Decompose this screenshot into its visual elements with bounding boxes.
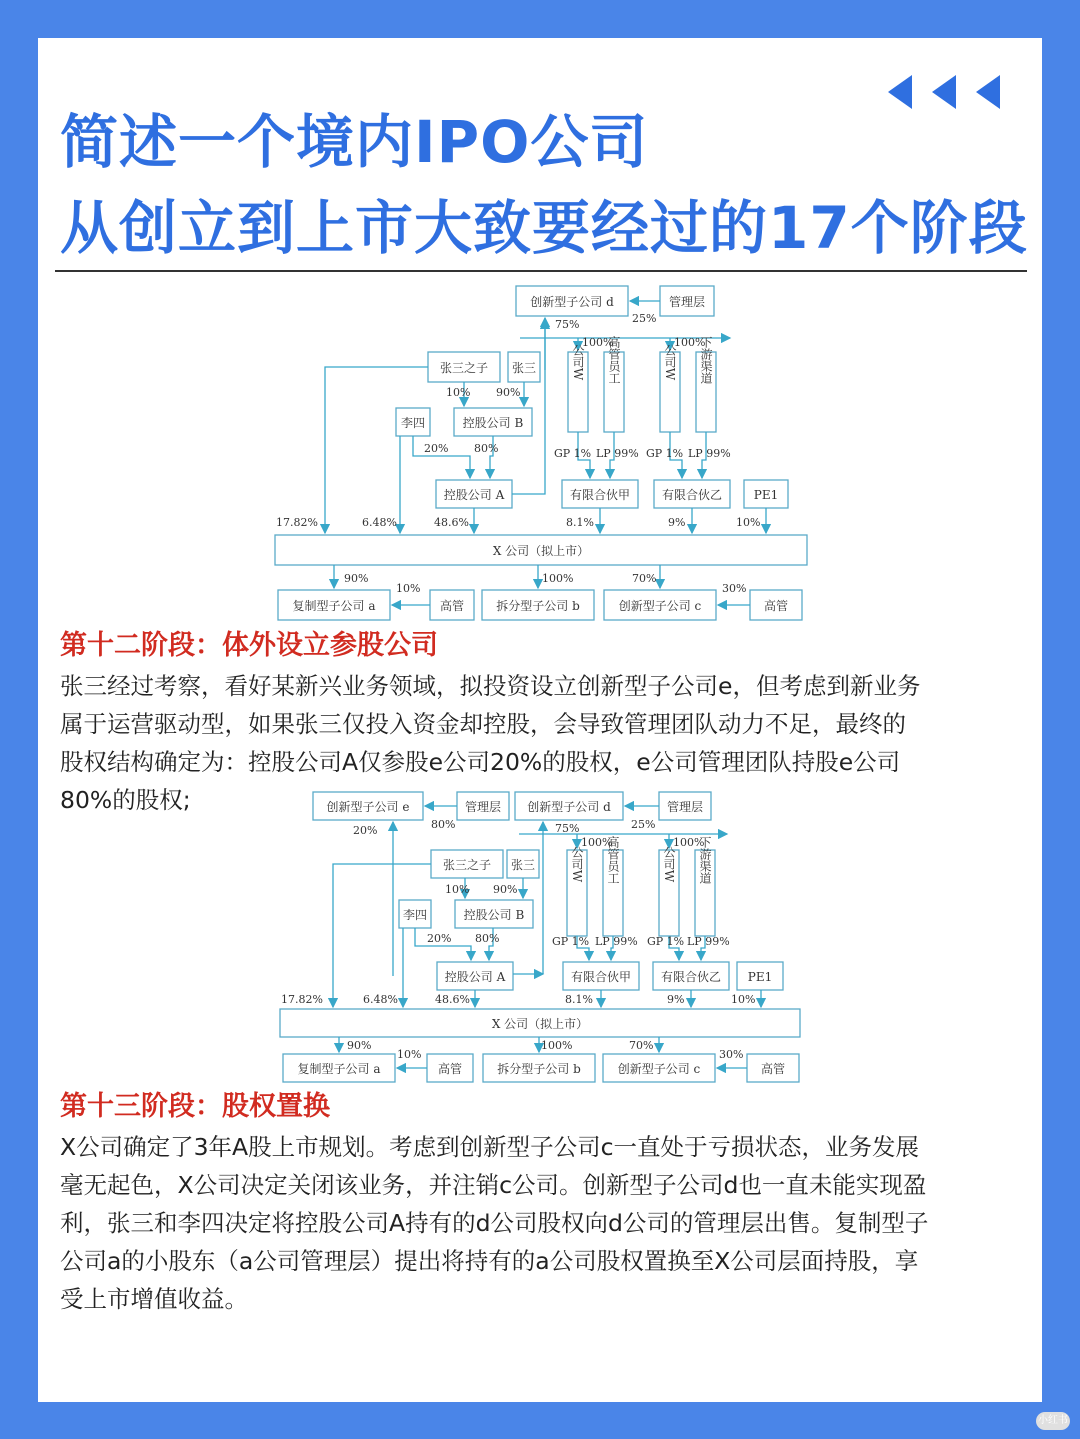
stage13-line: 利，张三和李四决定将控股公司A持有的d公司股权向d公司的管理层出售。复制型子 [60, 1209, 929, 1237]
label-lp99b: LP 99% [687, 935, 730, 948]
box-ls: 李四 [400, 416, 426, 430]
box-mgmt-d: 管理层 [666, 800, 704, 814]
label-p25: 25% [631, 818, 656, 831]
box-lp2: 有限合伙乙 [661, 488, 723, 502]
label-p70: 70% [629, 1039, 654, 1052]
box-w2: 公司W [663, 343, 677, 381]
label-p100c: 100% [541, 1039, 573, 1052]
stage12-line: 张三经过考察，看好某新兴业务领域，拟投资设立创新型子公司e，但考虑到新业务 [60, 672, 921, 700]
title-divider [55, 270, 1027, 272]
back-arrows[interactable] [888, 75, 1008, 109]
box-xy: 下游渠道 [698, 836, 712, 884]
label-gp1: GP 1% [552, 935, 590, 948]
box-pe: PE1 [747, 970, 773, 984]
label-p80: 80% [475, 932, 500, 945]
label-p486: 48.6% [434, 516, 469, 529]
label-p80e: 80% [431, 818, 456, 831]
label-p90b: 90% [344, 572, 369, 585]
title-line-2: 从创立到上市大致要经过的17个阶段 [60, 194, 1028, 262]
stage12-line: 80%的股权; [60, 786, 191, 814]
stage13-line: 公司a的小股东（a公司管理层）提出将持有的a公司股权置换至X公司层面持股，享 [60, 1247, 919, 1275]
box-w2: 公司W [662, 845, 676, 883]
box-ls: 李四 [402, 908, 428, 922]
label-p10b: 10% [736, 516, 761, 529]
stage13-heading: 第十三阶段：股权置换 [60, 1091, 330, 1122]
box-lp2: 有限合伙乙 [660, 970, 722, 984]
label-gp2: GP 1% [646, 447, 684, 460]
stage13-line: X公司确定了3年A股上市规划。考虑到创新型子公司c一直处于亏损状态，业务发展 [60, 1133, 920, 1161]
label-p9: 9% [668, 516, 686, 529]
label-p10b: 10% [731, 993, 756, 1006]
stage13-line: 毫无起色，X公司决定关闭该业务，并注销c公司。创新型子公司d也一直未能实现盈 [60, 1171, 927, 1199]
label-p90b: 90% [347, 1039, 372, 1052]
box-w1: 公司W [570, 845, 584, 883]
box-mgmt-a: 高管 [439, 599, 465, 613]
box-mgmt-e: 管理层 [464, 800, 502, 814]
label-p10c: 10% [396, 582, 421, 595]
label-p80: 80% [474, 442, 499, 455]
triangle-left-icon [932, 75, 956, 109]
label-gp1: GP 1% [554, 447, 592, 460]
box-gy: 高管员工 [606, 836, 620, 884]
label-p10: 10% [445, 883, 470, 896]
label-p100a: 100% [582, 336, 614, 349]
label-p486: 48.6% [435, 993, 470, 1006]
stage12-heading: 第十二阶段：体外设立参股公司 [60, 630, 438, 661]
label-p81: 8.1% [566, 516, 594, 529]
stage13-line: 受上市增值收益。 [60, 1285, 248, 1313]
box-zs: 张三 [510, 858, 536, 872]
box-pe: PE1 [753, 488, 779, 502]
box-x: X 公司（拟上市） [492, 544, 590, 558]
label-gp2: GP 1% [647, 935, 685, 948]
stage12-line: 属于运营驱动型，如果张三仅投入资金却控股，会导致管理团队动力不足，最终的 [60, 710, 906, 738]
box-a: 控股公司 A [444, 970, 506, 984]
box-b: 控股公司 B [462, 416, 524, 430]
label-p10c: 10% [397, 1048, 422, 1061]
label-p30: 30% [719, 1048, 744, 1061]
label-p81: 8.1% [565, 993, 593, 1006]
label-p25: 25% [632, 312, 657, 325]
box-sb: 拆分型子公司 b [497, 1062, 581, 1076]
label-p100c: 100% [542, 572, 574, 585]
stage12-line: 股权结构确定为：控股公司A仅参股e公司20%的股权，e公司管理团队持股e公司 [60, 748, 901, 776]
box-zs: 张三 [511, 361, 537, 375]
label-p648: 6.48% [362, 516, 397, 529]
label-p1782: 17.82% [281, 993, 323, 1006]
watermark-badge: 小红书 [1036, 1412, 1070, 1430]
box-zs-son: 张三之子 [439, 361, 489, 375]
label-lp99a: LP 99% [595, 935, 638, 948]
box-x: X 公司（拟上市） [491, 1017, 589, 1031]
box-sc: 创新型子公司 c [617, 1062, 701, 1076]
box-mgmt-c: 高管 [760, 1062, 786, 1076]
label-lp99b: LP 99% [688, 447, 731, 460]
label-p10: 10% [446, 386, 471, 399]
title-line-1: 简述一个境内IPO公司 [60, 108, 649, 176]
box-sa: 复制型子公司 a [292, 599, 376, 613]
box-xy: 下游渠道 [699, 336, 713, 384]
equity-structure-diagram-2 [275, 788, 805, 1088]
label-p75: 75% [555, 318, 580, 331]
stage13-paragraph [60, 1128, 1030, 1318]
label-p30: 30% [722, 582, 747, 595]
box-d: 创新型子公司 d [530, 295, 614, 309]
box-d: 创新型子公司 d [527, 800, 611, 814]
label-p90: 90% [496, 386, 521, 399]
box-b: 控股公司 B [463, 908, 525, 922]
box-e: 创新型子公司 e [326, 800, 410, 814]
label-p9: 9% [667, 993, 685, 1006]
box-lp1: 有限合伙甲 [569, 488, 631, 502]
label-p100a: 100% [581, 836, 613, 849]
label-lp99a: LP 99% [596, 447, 639, 460]
label-p20: 20% [424, 442, 449, 455]
box-zs-son: 张三之子 [442, 858, 492, 872]
box-mgmt-d: 管理层 [668, 295, 706, 309]
label-p75: 75% [555, 822, 580, 835]
triangle-left-icon [976, 75, 1000, 109]
box-sa: 复制型子公司 a [297, 1062, 381, 1076]
box-mgmt-a: 高管 [437, 1062, 463, 1076]
label-p648: 6.48% [363, 993, 398, 1006]
label-p90: 90% [493, 883, 518, 896]
label-p1782: 17.82% [276, 516, 318, 529]
box-sc: 创新型子公司 c [618, 599, 702, 613]
label-p20e: 20% [353, 824, 378, 837]
box-sb: 拆分型子公司 b [496, 599, 580, 613]
box-mgmt-c: 高管 [763, 599, 789, 613]
box-lp1: 有限合伙甲 [570, 970, 632, 984]
label-p100b: 100% [674, 336, 706, 349]
box-w1: 公司W [571, 343, 585, 381]
box-a: 控股公司 A [443, 488, 505, 502]
label-p70: 70% [632, 572, 657, 585]
box-gy: 高管员工 [607, 336, 621, 384]
triangle-left-icon [888, 75, 912, 109]
equity-structure-diagram-1 [270, 280, 815, 625]
label-p20: 20% [427, 932, 452, 945]
label-p100b: 100% [673, 836, 705, 849]
